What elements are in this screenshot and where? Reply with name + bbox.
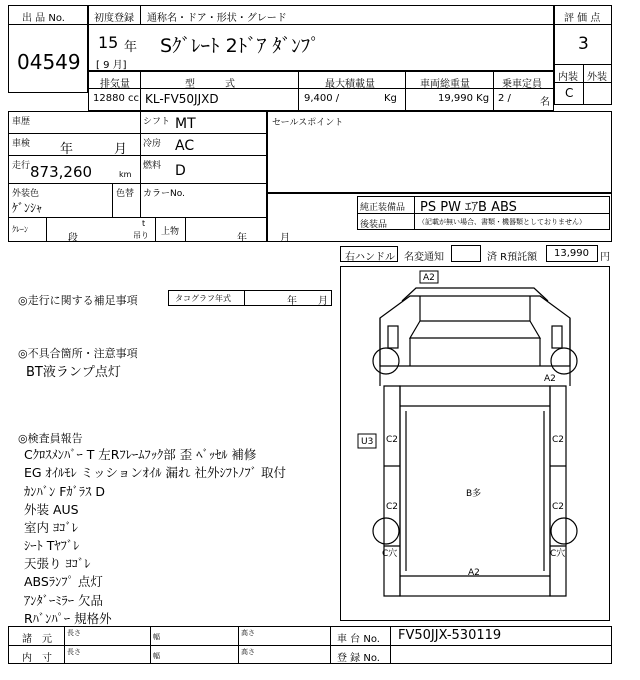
- tachograph-month-unit: 月: [318, 296, 328, 307]
- damage-code-left-hole: C穴: [382, 549, 398, 559]
- damage-code-right-upper: C2: [552, 435, 565, 445]
- tachograph-label: タコグラフ年式: [175, 294, 231, 303]
- score-label: 評 価 点: [564, 13, 601, 24]
- inner-width-label: 幅: [153, 652, 160, 660]
- model-name: Sｸﾞﾚｰﾄ 2ﾄﾞｱ ﾀﾞﾝﾌﾟ: [160, 35, 320, 57]
- model-code: KL-FV50JJXD: [145, 92, 219, 106]
- equipment-value: PS PW ｴｱB ABS: [420, 200, 517, 215]
- inspection-month-unit: 月: [114, 142, 128, 157]
- crane-stage-unit: 段: [68, 233, 78, 244]
- inspector-line: ｼｰﾄ Tﾔﾌﾞﾚ: [24, 538, 80, 553]
- color-value: ｹﾞﾝｼｬ: [12, 201, 43, 215]
- damage-code-left-side: U3: [361, 437, 374, 447]
- inspection-year-unit: 年: [60, 142, 74, 157]
- inspector-line: EG ｵｲﾙﾓﾚ ミッションｵｲﾙ 漏れ 社外ｼﾌﾄﾉﾌﾞ 取付: [24, 465, 286, 480]
- damage-code-bed: B多: [466, 489, 482, 499]
- recycle-amount: 13,990: [554, 248, 589, 259]
- registration-month: [ 9 月]: [96, 60, 127, 71]
- tachograph-year-unit: 年: [287, 296, 297, 307]
- upper-month-unit: 月: [280, 233, 290, 244]
- displacement-label: 排気量: [100, 79, 130, 90]
- color-label: 外装色: [12, 189, 40, 199]
- width-label: 幅: [153, 633, 160, 641]
- interior-grade: C: [565, 86, 574, 100]
- interior-label: 内装: [558, 72, 578, 83]
- lot-number-label: 出 品 No.: [22, 13, 65, 24]
- chassis-number-label: 車 台 No.: [337, 634, 380, 645]
- rhd-label: 右ハンドル: [345, 252, 395, 263]
- model-code-label: 型 式: [185, 79, 235, 90]
- inner-length-label: 長さ: [67, 648, 81, 656]
- upper-year-unit: 年: [237, 233, 247, 244]
- crane-ton-unit: t: [142, 219, 146, 228]
- supplement-title: ◎走行に関する補足事項: [18, 294, 138, 307]
- overall-score: 3: [578, 34, 589, 54]
- inspector-line: Cｸﾛｽﾒﾝﾊﾞｰ T 左Rﾌﾚｰﾑﾌｯｸ部 歪 ﾍﾞｯｾﾙ 補修: [24, 447, 257, 462]
- gross-weight-value: 19,990 Kg: [438, 93, 490, 104]
- lot-number: 04549: [17, 50, 81, 74]
- upper-body-label: 上物: [161, 227, 180, 237]
- truck-diagram: [340, 266, 610, 621]
- length-label: 長さ: [67, 629, 81, 637]
- sales-point-label: セールスポイント: [272, 118, 344, 128]
- crane-label: ｸﾚｰﾝ: [12, 225, 28, 234]
- inspector-line: ｱﾝﾀﾞｰﾐﾗｰ 欠品: [24, 593, 103, 608]
- history-label: 車歴: [12, 117, 31, 127]
- displacement-value: 12880 cc: [93, 93, 139, 104]
- inspector-line: Rﾊﾞﾝﾊﾟｰ 規格外: [24, 611, 112, 626]
- height-label: 高さ: [241, 629, 255, 637]
- fuel-label: 燃料: [143, 161, 162, 171]
- mileage-unit: km: [119, 170, 132, 179]
- damage-code-right-hole: C穴: [550, 549, 566, 559]
- inspector-line: 室内 ﾖｺﾞﾚ: [24, 520, 78, 535]
- inspector-line: ABSﾗﾝﾌﾟ 点灯: [24, 574, 103, 589]
- mileage-label: 走行: [12, 161, 31, 171]
- crane-hook-label: 吊り: [133, 231, 149, 240]
- mileage-value: 873,260: [30, 163, 93, 181]
- aftermarket-label: 後装品: [360, 220, 388, 230]
- max-load-unit: Kg: [384, 93, 397, 104]
- capacity-label: 乗車定員: [502, 79, 542, 90]
- fuel-value: D: [175, 163, 186, 179]
- damage-code-left-lower: C2: [386, 502, 399, 512]
- gross-weight-label: 車両総重量: [420, 79, 470, 90]
- inspector-line: 天張り ﾖｺﾞﾚ: [24, 556, 91, 571]
- dimensions-label: 諸 元: [22, 634, 52, 645]
- capacity-unit: 名: [540, 97, 550, 108]
- aircon-value: AC: [175, 138, 195, 154]
- aftermarket-note: （記載が無い場合、書類・機器類としておりません）: [418, 218, 586, 226]
- inner-dimensions-label: 内 寸: [22, 653, 52, 664]
- vehicle-name-label: 通称名・ドア・形状・グレード: [147, 13, 287, 24]
- max-load-label: 最大積載量: [325, 79, 375, 90]
- registration-number-label: 登 録 No.: [337, 653, 380, 664]
- equipment-label: 純正装備品: [360, 203, 406, 213]
- damage-code-right-lower: C2: [552, 502, 565, 512]
- inspection-label: 車検: [12, 139, 31, 149]
- inspector-line: ｶﾝﾊﾞﾝ Fｶﾞﾗｽ D: [24, 484, 106, 499]
- recycle-label: 済 R預託額: [487, 252, 538, 263]
- yen-unit: 円: [600, 252, 610, 263]
- shift-value: MT: [175, 116, 196, 132]
- registration-year-unit: 年: [124, 40, 138, 55]
- meter-change-box: [451, 245, 481, 262]
- damage-code-left-upper: C2: [386, 435, 399, 445]
- damage-code-right-cab: A2: [544, 374, 556, 384]
- damage-code-front: A2: [423, 273, 435, 283]
- max-load-value: 9,400 /: [304, 93, 340, 104]
- color-code-label: カラーNo.: [143, 189, 185, 199]
- defect-line: BT液ランプ点灯: [26, 365, 121, 380]
- defects-title: ◎不具合箇所・注意事項: [18, 347, 138, 360]
- inspector-line: 外装 AUS: [24, 502, 79, 517]
- inner-height-label: 高さ: [241, 648, 255, 656]
- aircon-label: 冷房: [143, 139, 162, 149]
- color-change-label: 色替: [116, 189, 135, 199]
- inspector-title: ◎検査員報告: [18, 432, 83, 445]
- shift-label: シフト: [143, 117, 171, 127]
- damage-code-rear: A2: [468, 568, 480, 578]
- capacity-value: 2 /: [498, 93, 511, 104]
- registration-year: 15: [98, 33, 119, 52]
- first-registration-label: 初度登録: [94, 13, 134, 24]
- chassis-number: FV50JJX-530119: [398, 628, 502, 643]
- exterior-label: 外装: [587, 72, 607, 83]
- meter-change-label: 名変通知: [404, 252, 444, 263]
